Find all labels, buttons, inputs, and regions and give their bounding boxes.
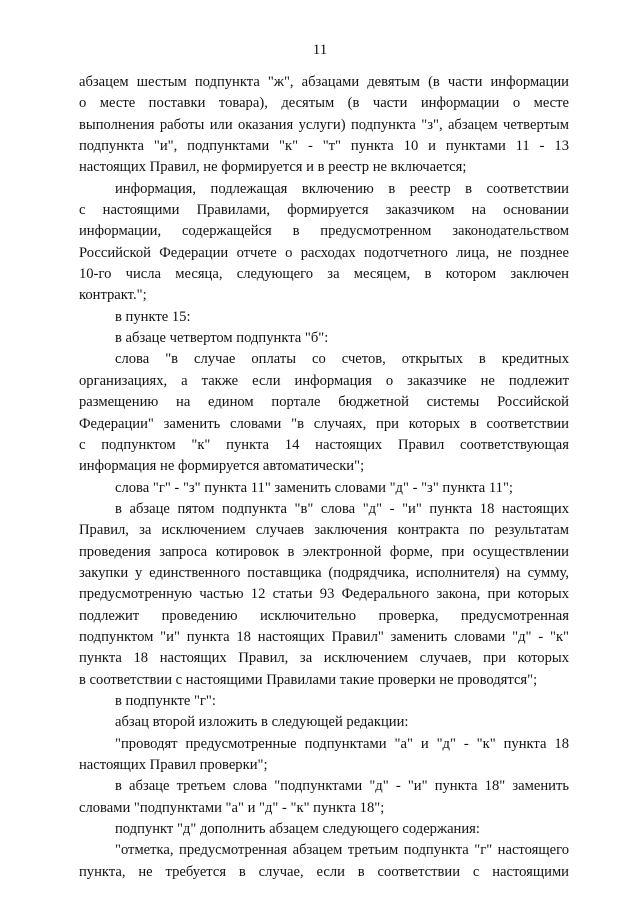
text-line: в подпункте "г": [115,692,216,709]
text-line: закупки у единственного поставщика (подрядчика, исполнителя) на сумму, [79,564,569,581]
text-line: предусмотренную частью 12 статьи 93 Федерального закона, при которых [79,586,569,603]
text-line: в абзаце пятом подпункта "в" слова "д" - "и" пункта 18 настоящих [115,500,569,517]
text-line: подпункта "и", подпунктами "к" - "т" пункта 10 и пунктами 11 - 13 [79,138,569,155]
text-line: настоящих Правил, не формируется и в реестр не включается; [79,159,467,176]
text-line: подпунктом "и" пункта 18 настоящих Правил" заменить словами "д" - "к" [79,628,569,645]
text-line: Федерации" заменить словами "в случаях, при которых в соответствии [79,415,569,432]
text-line: слова "в случае оплаты со счетов, открытых в кредитных [115,351,569,368]
text-line: информация не формируется автоматически"; [79,458,365,475]
text-line: Российской Федерации отчете о расходах подотчетного лица, не позднее [79,244,569,261]
text-line: настоящих Правил проверки"; [79,757,268,773]
text-line: информация, подлежащая включению в реестр в соответствии [115,180,569,197]
text-line: в абзаце четвертом подпункта "б": [115,330,329,347]
text-line: контракт."; [79,287,147,304]
text-line: пункта, не требуется в случае, если в соответствии с настоящими [79,863,569,880]
text-line: подлежит проведению исключительно проверка, предусмотренная [79,607,569,624]
text-line: слова "г" - "з" пункта 11" заменить словами "д" - "з" пункта 11"; [115,479,513,496]
text-line: с настоящими Правилами, формируется заказчиком на основании [79,202,569,219]
text-line: в пункте 15: [115,308,191,325]
text-line: абзац второй изложить в следующей редакции: [115,714,409,731]
text-line: 10-го числа месяца, следующего за месяцем, в котором заключен [79,266,569,283]
text-line: Правил, за исключением случаев заключения контракта по результатам [79,522,569,539]
text-line: абзацем шестым подпункта "ж", абзацами девятым (в части информации [79,74,569,90]
text-line: "отметка, предусмотренная абзацем третьим подпункта "г" настоящего [115,842,569,859]
text-line: пункта 18 настоящих Правил, за исключением случаев, при которых [79,650,569,667]
text-line: организациях, а также если информация о заказчике не подлежит [79,372,569,389]
text-line: подпункт "д" дополнить абзацем следующего содержания: [115,821,480,838]
text-line: проведения запроса котировок в электронной форме, при осуществлении [79,543,569,560]
text-line: в абзаце третьем слова "подпунктами "д" - "и" пункта 18" заменить [115,778,569,795]
text-line: словами "подпунктами "а" и "д" - "к" пункта 18"; [79,799,385,816]
text-line: выполнения работы или оказания услуги) подпункта "з", абзацем четвертым [79,116,569,133]
text-line: с подпунктом "к" пункта 14 настоящих Правил соответствующая [79,436,569,453]
text-line: информации, содержащейся в предусмотренном законодательством [79,223,569,240]
text-line: размещению на едином портале бюджетной системы Российской [79,394,569,411]
text-line: в соответствии с настоящими Правилами такие проверки не проводятся"; [79,671,538,688]
document-body [79,72,569,883]
text-line: о месте поставки товара), десятым (в части информации о месте [79,95,569,112]
page-number: 11 [312,42,328,58]
text-line: "проводят предусмотренные подпунктами "а" и "д" - "к" пункта 18 [115,735,569,752]
